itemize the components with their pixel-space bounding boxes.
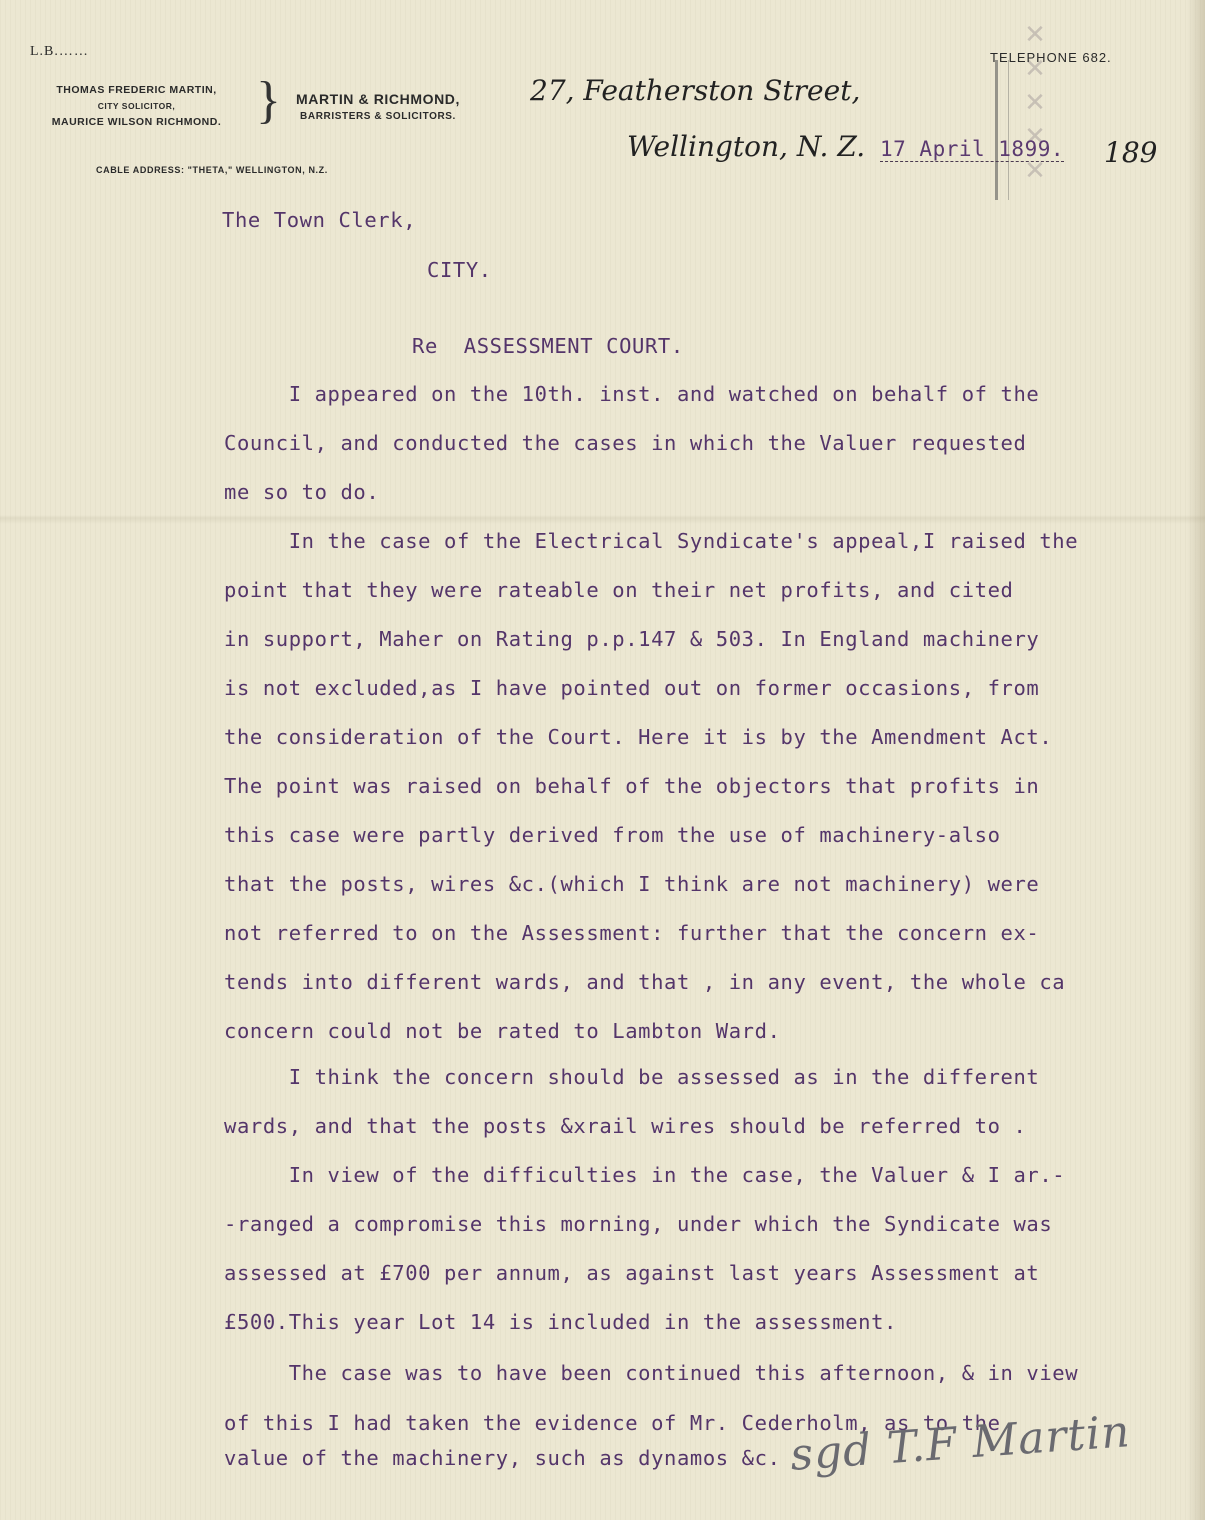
body-line: value of the machinery, such as dynamos &c.	[224, 1446, 781, 1470]
cable-address: CABLE ADDRESS: "THETA," WELLINGTON, N.Z.	[96, 165, 328, 175]
year-prefix: 189	[1104, 136, 1158, 169]
partners-block	[24, 82, 249, 130]
signature: sgd T.F Martin	[788, 1406, 1133, 1481]
body-line: In view of the difficulties in the case, the Valuer & I ar.-	[224, 1163, 1066, 1187]
body-line: that the posts, wires &c.(which I think are not machinery) were	[224, 872, 1040, 896]
body-line: £500.This year Lot 14 is included in the assessment.	[224, 1310, 897, 1334]
firm-subtitle: BARRISTERS & SOLICITORS.	[300, 111, 456, 122]
body-line: concern could not be rated to Lambton Ward.	[224, 1019, 781, 1043]
city-address: Wellington, N. Z.	[627, 130, 866, 163]
body-line: point that they were rateable on their net profits, and cited	[224, 578, 1014, 602]
body-line: -ranged a compromise this morning, under which the Syndicate was	[224, 1212, 1053, 1236]
body-line: The point was raised on behalf of the objectors that profits in	[224, 774, 1040, 798]
body-line: In the case of the Electrical Syndicate's appeal,I raised the	[224, 529, 1079, 553]
margin-rule	[995, 60, 998, 200]
body-line: The case was to have been continued this afternoon, & in view	[224, 1361, 1079, 1385]
paper-edge	[1187, 0, 1205, 1520]
body-line: this case were partly derived from the use of machinery-also	[224, 823, 1001, 847]
addressee: The Town Clerk,	[222, 208, 417, 232]
street-address: 27, Featherston Street,	[530, 74, 861, 107]
body-line: me so to do.	[224, 480, 380, 504]
body-line: the consideration of the Court. Here it is by the Amendment Act.	[224, 725, 1053, 749]
body-line: of this I had taken the evidence of Mr. Cederholm, as to the	[224, 1411, 1001, 1435]
brace-icon: }	[256, 72, 281, 129]
body-line: I think the concern should be assessed as in the different	[224, 1065, 1040, 1089]
body-line: I appeared on the 10th. inst. and watched on behalf of the	[224, 382, 1040, 406]
body-line: assessed at £700 per annum, as against last years Assessment at	[224, 1261, 1040, 1285]
telephone: TELEPHONE 682.	[990, 50, 1112, 65]
body-line: is not excluded,as I have pointed out on former occasions, from	[224, 676, 1040, 700]
body-line: not referred to on the Assessment: further that the concern ex-	[224, 921, 1040, 945]
addressee-city: CITY.	[427, 258, 492, 282]
body-line: Council, and conducted the cases in which the Valuer requested	[224, 431, 1027, 455]
stamp-ghost: ✕✕✕✕✕	[1020, 20, 1050, 190]
partner-2: MAURICE WILSON RICHMOND.	[51, 116, 222, 128]
firm-block	[278, 88, 478, 124]
body-line: wards, and that the posts &xrail wires should be referred to .	[224, 1114, 1027, 1138]
subject-line: Re ASSESSMENT COURT.	[412, 334, 684, 358]
body-line: tends into different wards, and that , in any event, the whole ca	[224, 970, 1066, 994]
partner-1-title: CITY SOLICITOR,	[97, 101, 176, 111]
letter-book-ref: L.B.……	[30, 44, 89, 59]
firm-name: MARTIN & RICHMOND,	[295, 91, 460, 107]
letter-date: 17 April 1899.	[880, 137, 1065, 161]
body-line: in support, Maher on Rating p.p.147 & 503. In England machinery	[224, 627, 1040, 651]
margin-rule-thin	[1008, 60, 1009, 200]
partner-1: THOMAS FREDERIC MARTIN,	[56, 84, 217, 96]
